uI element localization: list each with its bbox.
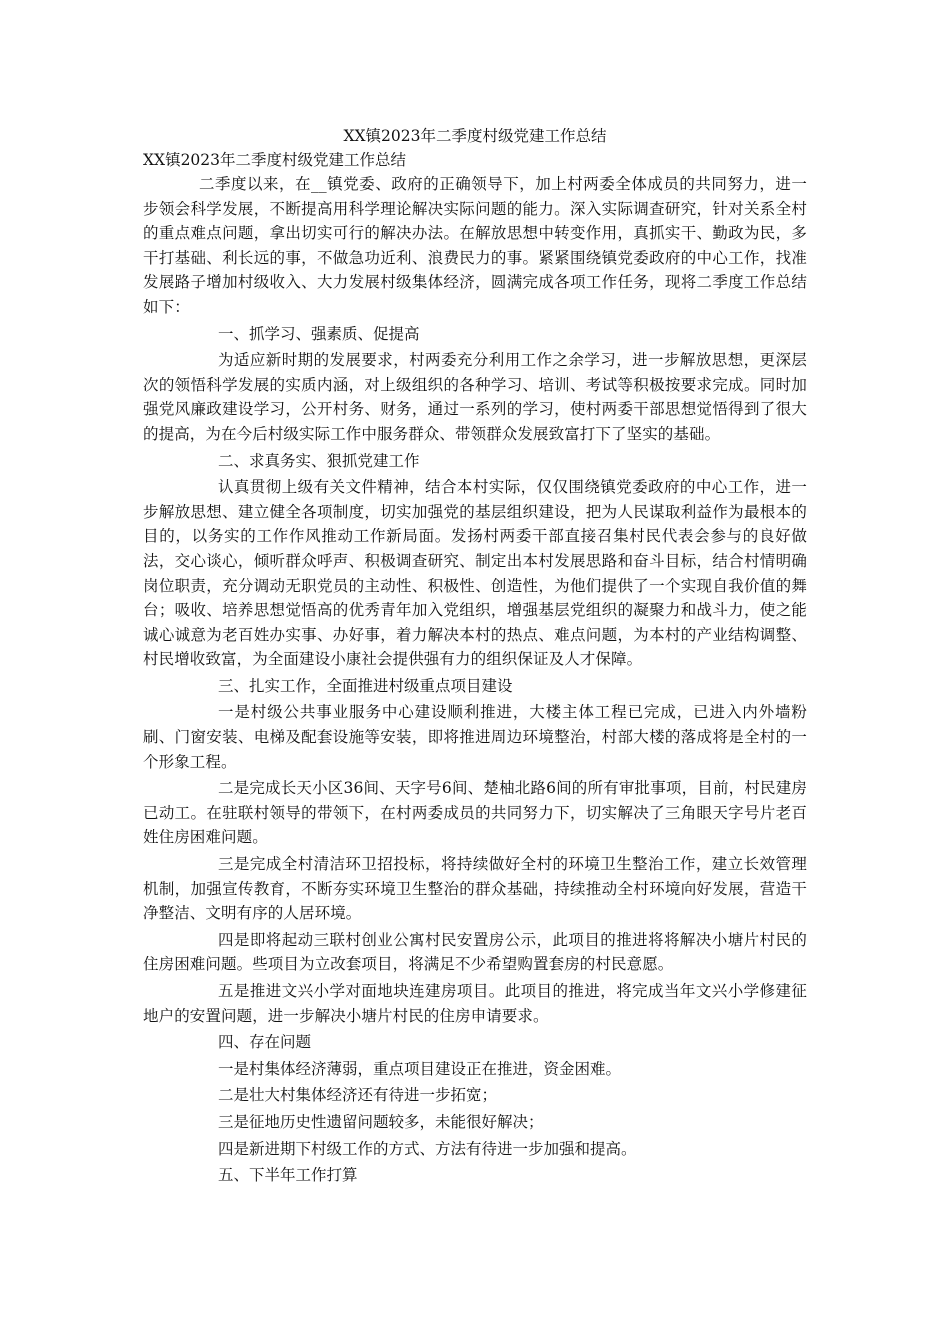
- section-heading-5: 五、下半年工作打算: [218, 1166, 358, 1185]
- section-heading-3: 三、扎实工作，全面推进村级重点项目建设: [218, 676, 513, 695]
- intro-paragraph: 二季度以来，在__镇党委、政府的正确领导下，加上村两委全体成员的共同努力，进一步领会科学发展，不断提高用科学理论解决实际问题的能力。深入实际调查研究，针对关系全村的重点难点问题，拿出切实可行的解决办法。在解放思想中转变作用，真抓实干、勤政为民，多干打基础、利长远的事，不做急功近利、浪费民力的事。紧紧围绕镇党委政府的中心工作，找准发展路子增加村级收入、大力发展村级集体经济，圆满完成各项工作任务，现将二季度工作总结如下：: [143, 175, 807, 316]
- section4-item: 四是新进期下村级工作的方式、方法有待进一步加强和提高。: [218, 1139, 637, 1158]
- section3-item: 四是即将起动三联村创业公寓村民安置房公示，此项目的推进将将解决小塘片村民的住房困难问题。些项目为立改套项目，将满足不少希望购置套房的村民意愿。: [143, 930, 807, 974]
- document-subtitle: XX镇2023年二季度村级党建工作总结: [143, 151, 407, 169]
- section4-item: 二是壮大村集体经济还有待进一步拓宽；: [218, 1086, 498, 1105]
- section-body-1: 为适应新时期的发展要求，村两委充分利用工作之余学习，进一步解放思想，更深层次的领悟科学发展的实质内涵，对上级组织的各种学习、培训、考试等积极按要求完成。同时加强党风廉政建设学习，公开村务、财务，通过一系列的学习，使村两委干部思想觉悟得到了很大的提高，为在今后村级实际工作中服务群众、带领群众发展致富打下了坚实的基础。: [143, 351, 807, 443]
- document-page: [143, 124, 807, 1190]
- section-heading-1: 一、抓学习、强素质、促提高: [218, 324, 420, 343]
- section3-item: 五是推进文兴小学对面地块连建房项目。此项目的推进，将完成当年文兴小学修建征地户的安置问题，进一步解决小塘片村民的住房申请要求。: [143, 982, 807, 1025]
- section3-item: 一是村级公共事业服务中心建设顺利推进，大楼主体工程已完成，已进入内外墙粉刷、门窗安装、电梯及配套设施等安装，即将推进周边环境整治，村部大楼的落成将是全村的一个形象工程。: [143, 703, 807, 771]
- section-heading-4: 四、存在问题: [218, 1033, 312, 1052]
- section-heading-2: 二、求真务实、狠抓党建工作: [218, 451, 420, 470]
- section-body-2: 认真贯彻上级有关文件精神，结合本村实际，仅仅围绕镇党委政府的中心工作，进一步解放思想、建立健全各项制度，切实加强党的基层组织建设，把为人民谋取利益作为最根本的目的，以务实的工作作风推动工作新局面。发扬村两委干部直接召集村民代表会参与的良好做法，交心谈心，倾听群众呼声、积极调查研究、制定出本村发展思路和奋斗目标，结合村情明确岗位职责，充分调动无职党员的主动性、积极性、创造性，为他们提供了一个实现自我价值的舞台；吸收、培养思想觉悟高的优秀青年加入党组织，增强基层党组织的凝聚力和战斗力，使之能诚心诚意为老百姓办实事、办好事，着力解决本村的热点、难点问题，为本村的产业结构调整、村民增收致富，为全面建设小康社会提供强有力的组织保证及人才保障。: [143, 478, 807, 669]
- section4-item: 三是征地历史性遗留问题较多，未能很好解决；: [218, 1112, 544, 1131]
- section4-item: 一是村集体经济薄弱，重点项目建设正在推进，资金困难。: [218, 1059, 622, 1078]
- section3-item: 二是完成长天小区36间、天字号6间、楚柚北路6间的所有审批事项，目前，村民建房已动工。在驻联村领导的带领下，在村两委成员的共同努力下，切实解决了三角眼天字号片老百姓住房困难问题。: [143, 779, 807, 847]
- section3-item: 三是完成全村清洁环卫招投标，将持续做好全村的环境卫生整治工作，建立长效管理机制，加强宣传教育，不断夯实环境卫生整治的群众基础，持续推动全村环境向好发展，营造干净整洁、文明有序的人居环境。: [143, 855, 807, 923]
- document-title: XX镇2023年二季度村级党建工作总结: [343, 127, 607, 145]
